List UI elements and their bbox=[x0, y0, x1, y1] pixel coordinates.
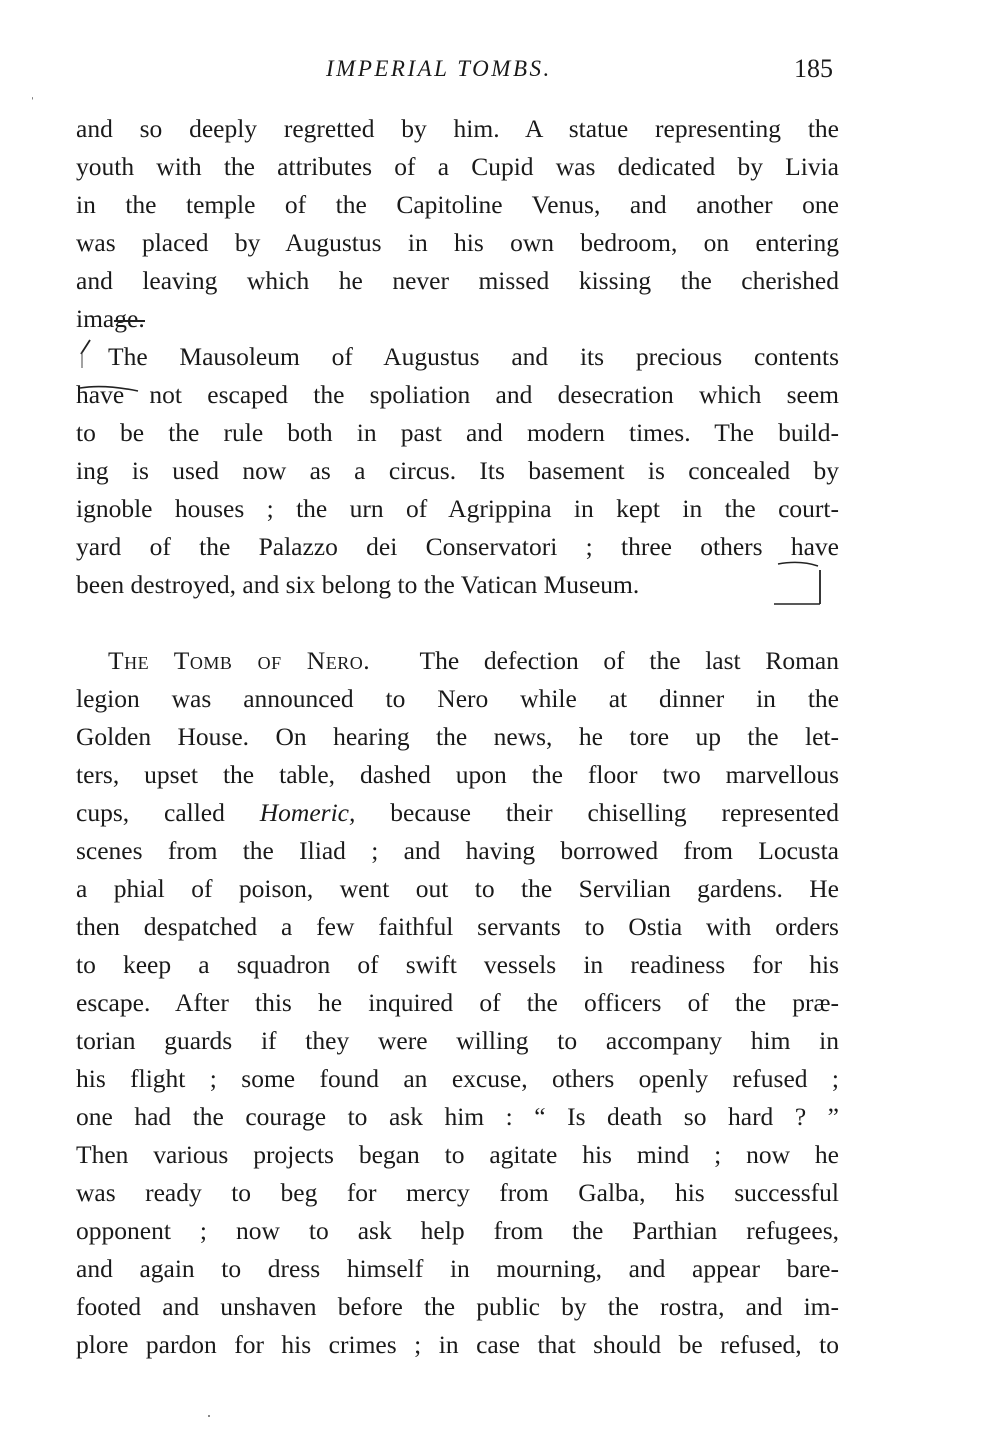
text-line: scenes from the Iliad ; and having borrowed from Locusta bbox=[76, 836, 839, 865]
text-line: and so deeply regretted by him. A statue representing the bbox=[76, 114, 839, 143]
text-line: a phial of poison, went out to the Servilian gardens. He bbox=[76, 874, 839, 903]
text-line: ters, upset the table, dashed upon the floor two marvellous bbox=[76, 760, 839, 789]
text-line: Golden House. On hearing the news, he tore up the let- bbox=[76, 722, 839, 751]
text-line: legion was announced to Nero while at dinner in the bbox=[76, 684, 839, 713]
text-line bbox=[76, 798, 839, 828]
text-line: torian guards if they were willing to accompany him in bbox=[76, 1026, 839, 1055]
text-line: been destroyed, and six belong to the Vatican Museum. bbox=[76, 570, 640, 599]
text-line: Then various projects began to agitate his mind ; now he bbox=[76, 1140, 839, 1169]
text-line: ing is used now as a circus. Its basement is concealed by bbox=[76, 456, 839, 485]
text-fragment: because their chiselling represented bbox=[355, 798, 839, 827]
handwritten-paragraph-mark bbox=[78, 338, 92, 370]
text-line: was ready to beg for mercy from Galba, his successful bbox=[76, 1178, 839, 1207]
text-line: opponent ; now to ask help from the Parthian refugees, bbox=[76, 1216, 839, 1245]
page-number: 185 bbox=[794, 54, 833, 83]
text-line: ignoble houses ; the urn of Agrippina in kept in the court- bbox=[76, 494, 839, 523]
text-line: to be the rule both in past and modern times. The build- bbox=[76, 418, 839, 447]
text-line bbox=[108, 646, 839, 676]
text-line: plore pardon for his crimes ; in case that should be refused, to bbox=[76, 1330, 839, 1359]
text-fragment: ima bbox=[76, 304, 115, 333]
text-line: escape. After this he inquired of the officers of the præ- bbox=[76, 988, 839, 1017]
text-line: in the temple of the Capitoline Venus, and another one bbox=[76, 190, 839, 219]
section-heading: The Tomb of Nero. bbox=[108, 646, 371, 675]
text-line: then despatched a few faithful servants to Ostia with orders bbox=[76, 912, 839, 941]
text-line: and again to dress himself in mourning, and appear bare- bbox=[76, 1254, 839, 1283]
text-line: was placed by Augustus in his own bedroom, on entering bbox=[76, 228, 839, 257]
handwritten-strike bbox=[74, 382, 144, 402]
text-line: youth with the attributes of a Cupid was dedicated by Livia bbox=[76, 152, 839, 181]
scan-speck bbox=[208, 1415, 210, 1417]
text-line: one had the courage to ask him : “ Is death so hard ? ” bbox=[76, 1102, 839, 1131]
italic-text: Homeric, bbox=[259, 798, 356, 827]
struck-text: ge. bbox=[114, 304, 145, 333]
handwritten-bracket bbox=[770, 560, 830, 608]
running-title: IMPERIAL TOMBS. bbox=[326, 56, 552, 81]
text-line: yard of the Palazzo dei Conservatori ; three others have bbox=[76, 532, 839, 561]
text-line: his flight ; some found an excuse, others openly refused ; bbox=[76, 1064, 839, 1093]
text-line: to keep a squadron of swift vessels in readiness for his bbox=[76, 950, 839, 979]
text-line: have not escaped the spoliation and desecration which seem bbox=[76, 380, 839, 409]
text-fragment: The defection of the last Roman bbox=[419, 646, 840, 675]
text-line: and leaving which he never missed kissing the cherished bbox=[76, 266, 839, 295]
margin-tick: ˈ bbox=[31, 97, 34, 108]
text-line: The Mausoleum of Augustus and its precious contents bbox=[108, 342, 839, 371]
text-fragment: cups, called bbox=[76, 798, 260, 827]
text-line bbox=[76, 304, 145, 334]
text-line: footed and unshaven before the public by the rostra, and im- bbox=[76, 1292, 839, 1321]
